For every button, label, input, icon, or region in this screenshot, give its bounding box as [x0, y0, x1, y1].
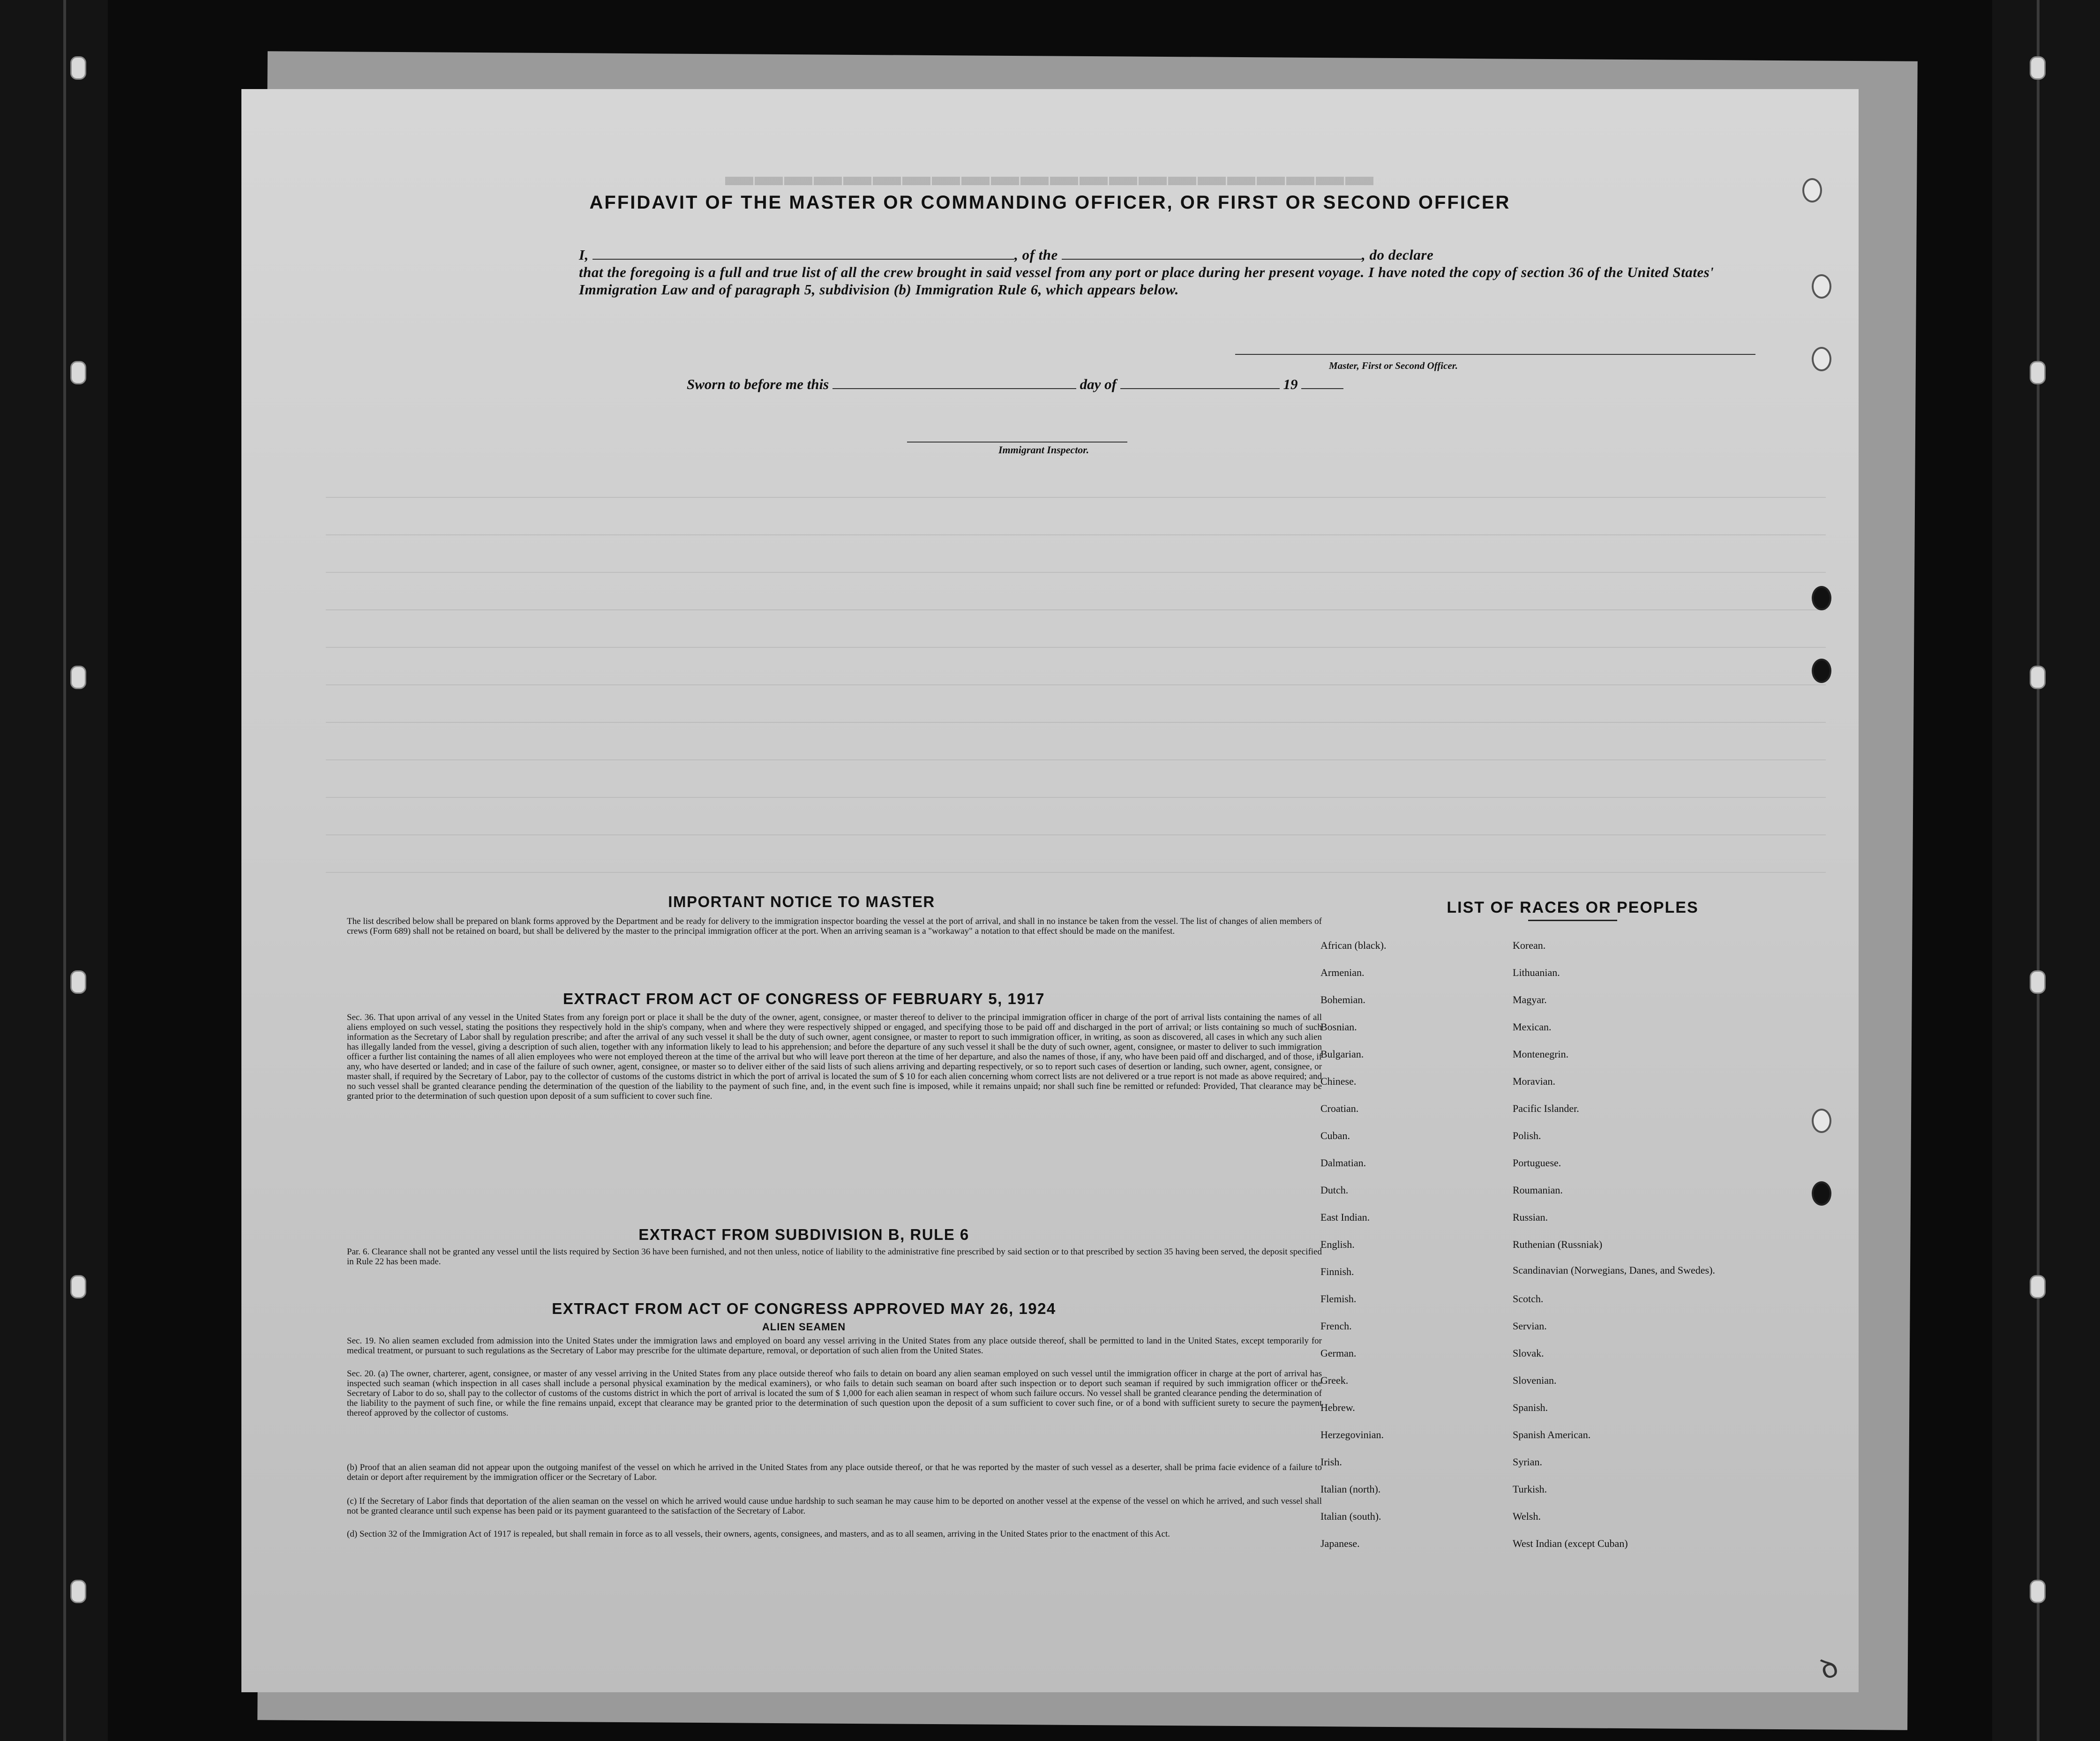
film-sprocket-hole: [2030, 361, 2046, 384]
race-item: West Indian (except Cuban): [1513, 1538, 1628, 1549]
extract-1924-sec20b: (b) Proof that an alien seaman did not appear upon the outgoing manifest of the vessel on which he arrived in the United States from any place outside thereof, or that he was reported by the master of such vessel as a deserter, shall be prima facie evidence of a failure to detain or deport after requirement by the immigration officer or the Secretary of Labor.: [347, 1463, 1322, 1482]
film-sprocket-hole: [70, 1275, 86, 1298]
bleed-through-rule: [326, 647, 1826, 648]
film-sprocket-hole: [2030, 1275, 2046, 1298]
affidavit-of-the: , of the: [1014, 247, 1058, 263]
race-item: Turkish.: [1513, 1483, 1547, 1495]
race-item: Italian (north).: [1320, 1483, 1381, 1495]
document-page: [241, 89, 1859, 1692]
race-item: Ruthenian (Russniak): [1513, 1238, 1603, 1250]
extract-1924-sec20a: Sec. 20. (a) The owner, charterer, agent, consignee, or master of any vessel arriving in the United States from any place outside thereof who fails to detain on board any alien seaman employed on such vessel until the immigration officer in charge at the port of arrival has inspected such seaman (which inspection in all cases shall include a personal physical examination by the medical examiners), or who fails to detain such seaman on board after such inspection or to deport such seaman if required by such immigration officer or the Secretary of Labor to do so, shall pay to the collector of customs of the customs district in which the port of arrival is located the sum of $ 1,000 for each alien seaman in respect of whom such failure occurs. No vessel shall be granted clearance pending the determination of the liability to the payment of such fine, or while the fine remains unpaid, except that clearance may be granted prior to the determination of such question upon the deposit of a sum sufficient to cover such fine, or of a bond with sufficient surety to secure the payment thereof approved by the collector of customs.: [347, 1369, 1322, 1418]
race-item: Japanese.: [1320, 1538, 1360, 1549]
race-item: Armenian.: [1320, 967, 1365, 978]
race-item: Scandinavian (Norwegians, Danes, and Swedes).: [1513, 1264, 1715, 1276]
bleed-through-rule: [326, 872, 1826, 873]
race-item: Korean.: [1513, 939, 1546, 951]
extract-1924-subtitle: ALIEN SEAMEN: [762, 1321, 846, 1333]
race-item: Russian.: [1513, 1211, 1548, 1223]
binder-hole: [1812, 586, 1831, 610]
film-sprocket-hole: [70, 970, 86, 994]
extract-1924-sec20d: (d) Section 32 of the Immigration Act of 1917 is repealed, but shall remain in force as to all vessels, their owners, agents, consignees, and masters, and as to all seamen, arriving in the United States prior to the enactment of this Act.: [347, 1529, 1170, 1539]
race-item: Magyar.: [1513, 994, 1547, 1006]
race-item: Bosnian.: [1320, 1021, 1357, 1033]
extract-1917-title: EXTRACT FROM ACT OF CONGRESS OF FEBRUARY 5, 1917: [563, 990, 1045, 1007]
extract-1917-text: Sec. 36. That upon arrival of any vessel in the United States from any foreign port or place it shall be the duty of the owner, agent, consignee, or master thereof to deliver to the principal immigration officer in charge of the port of arrival lists containing the names of all aliens employed on such vessel, stating the positions they respectively hold in the ship's company, when and where they were respectively shipped or engaged, and specifying those to be paid off and discharged in the port of arrival; or lists containing so much of such information as the Secretary of Labor shall by regulation prescribe; and after the arrival of any such vessel it shall be the duty of such owner, agent consignee, or master to report to such immigration officer, in writing, as soon as discovered, all cases in which any such alien has illegally landed from the vessel, giving a description of such alien, together with any information likely to lead to his apprehension; and before the departure of any such vessel it shall be the duty of such owner, agent, consignee, or master to deliver to such immigration officer a further list containing the names of all alien employees who were not employed thereon at the time of the arrival but who will leave port thereon at the time of her departure, and also the names of those, if any, who have been paid off and discharged, and of those, if any, who have deserted or landed; and in case of the failure of such owner, agent, consignee, or master so to deliver either of the said lists of such aliens arriving and departing respectively, or so to report such cases of desertion or landing, such owner, agent, consignee, or master shall, if required by the Secretary of Labor, pay to the collector of customs of the customs district in which the port of arrival is located the sum of $ 10 for each alien concerning whom correct lists are not delivered or a true report is not made as above required; and no such vessel shall be granted clearance pending the determination of the question of the liability to the payment of such fine, and, in the event such fine is imposed, while it remains unpaid; nor shall such fine be remitted or refunded: Provided, That clearance may be granted prior to the determination of such question upon deposit of a sum sufficient to cover such fine.: [347, 1013, 1322, 1101]
race-item: Irish.: [1320, 1456, 1342, 1468]
inspector-signature-line: [907, 442, 1127, 443]
sworn-year: 19: [1283, 376, 1298, 392]
race-item: Welsh.: [1513, 1510, 1541, 1522]
race-item: Mexican.: [1513, 1021, 1552, 1033]
extract-1924-sec19: Sec. 19. No alien seamen excluded from admission into the United States under the immigration laws and employed on board any vessel arriving in the United States from any place outside thereof, shall be permitted to land in the United States, except temporarily for medical treatment, or pursuant to such regulations as the Secretary of Labor may prescribe for the ultimate departure, removal, or deportation of such alien from the United States.: [347, 1336, 1322, 1356]
race-item: Croatian.: [1320, 1103, 1359, 1114]
race-item: French.: [1320, 1320, 1352, 1332]
binder-hole: [1812, 347, 1831, 371]
rule6-title: EXTRACT FROM SUBDIVISION B, RULE 6: [638, 1226, 969, 1243]
film-sprocket-hole: [2030, 666, 2046, 689]
affidavit-statement: that the foregoing is a full and true list of all the crew brought in said vessel from any port or place during her present voyage. I have noted the copy of section 36 of the United States' Immigration Law and of paragraph 5, subdivision (b) Immigration Rule 6, which appears below.: [579, 264, 1714, 298]
bleed-through-rule: [326, 609, 1826, 610]
race-item: Servian.: [1513, 1320, 1547, 1332]
race-item: Slovak.: [1513, 1347, 1544, 1359]
affidavit-body: [579, 246, 1741, 298]
race-item: Syrian.: [1513, 1456, 1542, 1468]
race-item: Spanish.: [1513, 1402, 1548, 1413]
race-item: Portuguese.: [1513, 1157, 1561, 1169]
race-item: Lithuanian.: [1513, 967, 1560, 978]
race-item: East Indian.: [1320, 1211, 1370, 1223]
bleed-through-rule: [326, 534, 1826, 535]
race-item: Polish.: [1513, 1130, 1541, 1141]
bleed-through-rule: [326, 497, 1826, 498]
binder-hole: [1812, 1109, 1831, 1133]
handwritten-mark: ꝺ: [1815, 1651, 1843, 1686]
affidavit-declare: , do declare: [1362, 247, 1434, 263]
race-item: Herzegovinian.: [1320, 1429, 1384, 1441]
film-sprocket-hole: [70, 361, 86, 384]
bleed-through-rule: [326, 759, 1826, 760]
film-sprocket-hole: [2030, 56, 2046, 80]
affidavit-i: I,: [579, 247, 589, 263]
binder-hole: [1812, 1181, 1831, 1206]
film-sprocket-hole: [70, 56, 86, 80]
race-item: Cuban.: [1320, 1130, 1350, 1141]
race-item: Roumanian.: [1513, 1184, 1563, 1196]
film-sprocket-hole: [70, 666, 86, 689]
race-item: Finnish.: [1320, 1266, 1354, 1277]
race-item: Scotch.: [1513, 1293, 1544, 1305]
notice-title: IMPORTANT NOTICE TO MASTER: [668, 893, 935, 910]
race-item: Dalmatian.: [1320, 1157, 1366, 1169]
film-sprocket-hole: [70, 1580, 86, 1603]
notice-text: The list described below shall be prepared on blank forms approved by the Department and be ready for delivery to the immigration inspector boarding the vessel at the port of arrival, and shall in no instance be taken from the vessel. The list of changes of alien members of crews (Form 689) shall not be retained on board, but shall be delivered by the master to the principal immigration officer at the port. When an arriving seaman is a "workaway" a notation to that effect should be made on the manifest.: [347, 916, 1322, 936]
rule6-text: Par. 6. Clearance shall not be granted any vessel until the lists required by Section 36 have been furnished, and not then unless, notice of liability to the administrative fine prescribed by said section or to that prescribed by section 35 having been served, the deposit specified in Rule 22 has been made.: [347, 1247, 1322, 1267]
race-item: Flemish.: [1320, 1293, 1357, 1305]
sworn-prefix: Sworn to before me this: [687, 376, 829, 392]
vessel-blank: [1062, 247, 1362, 260]
bleed-through-rule: [326, 834, 1826, 835]
extract-1924-sec20c: (c) If the Secretary of Labor finds that deportation of the alien seaman on the vessel on which he arrived would cause undue hardship to such seaman he may cause him to be deported on another vessel at the expense of the vessel on which he arrived, and such vessel shall not be granted clearance until such expense has been paid or its payment guaranteed to the satisfaction of the Secretary of Labor.: [347, 1496, 1322, 1516]
film-sprocket-hole: [2030, 1580, 2046, 1603]
race-item: Pacific Islander.: [1513, 1103, 1579, 1114]
race-item: German.: [1320, 1347, 1357, 1359]
signature-caption: Master, First or Second Officer.: [1329, 360, 1458, 371]
races-title-rule: [1528, 920, 1617, 921]
race-item: Bohemian.: [1320, 994, 1365, 1006]
signature-line: [1235, 354, 1755, 355]
race-item: Hebrew.: [1320, 1402, 1355, 1413]
film-rail-left: [63, 0, 66, 1741]
bleed-through-rule: [326, 684, 1826, 685]
film-rail-right: [2037, 0, 2040, 1741]
month-blank: [1120, 376, 1280, 389]
year-blank: [1301, 376, 1343, 389]
race-item: African (black).: [1320, 939, 1387, 951]
race-item: Greek.: [1320, 1374, 1349, 1386]
sworn-day: day of: [1080, 376, 1117, 392]
race-item: Slovenian.: [1513, 1374, 1557, 1386]
binder-hole: [1812, 659, 1831, 683]
bleed-through-header: ▬▬▬▬▬▬▬▬▬▬▬▬▬▬▬▬▬▬▬▬▬▬: [725, 160, 1375, 191]
name-blank: [592, 247, 1014, 260]
race-item: Bulgarian.: [1320, 1048, 1364, 1060]
affidavit-declaration-line: [579, 246, 1741, 263]
day-blank: [832, 376, 1076, 389]
microfilm-right-edge: [1992, 0, 2100, 1741]
race-item: Montenegrin.: [1513, 1048, 1569, 1060]
extract-1924-title: EXTRACT FROM ACT OF CONGRESS APPROVED MAY 26, 1924: [552, 1300, 1056, 1317]
bleed-through-rule: [326, 572, 1826, 573]
race-item: English.: [1320, 1238, 1355, 1250]
race-item: Chinese.: [1320, 1075, 1357, 1087]
races-title: LIST OF RACES OR PEOPLES: [1447, 899, 1699, 916]
microfilm-left-edge: [0, 0, 108, 1741]
sworn-line: [687, 376, 1343, 393]
inspector-caption: Immigrant Inspector.: [998, 444, 1089, 456]
race-item: Spanish American.: [1513, 1429, 1591, 1441]
binder-hole: [1812, 274, 1831, 299]
film-sprocket-hole: [2030, 970, 2046, 994]
bleed-through-rule: [326, 797, 1826, 798]
race-item: Italian (south).: [1320, 1510, 1381, 1522]
affidavit-title: AFFIDAVIT OF THE MASTER OR COMMANDING OFFICER, OR FIRST OR SECOND OFFICER: [589, 192, 1511, 213]
race-item: Moravian.: [1513, 1075, 1556, 1087]
race-item: Dutch.: [1320, 1184, 1349, 1196]
bleed-through-rule: [326, 722, 1826, 723]
